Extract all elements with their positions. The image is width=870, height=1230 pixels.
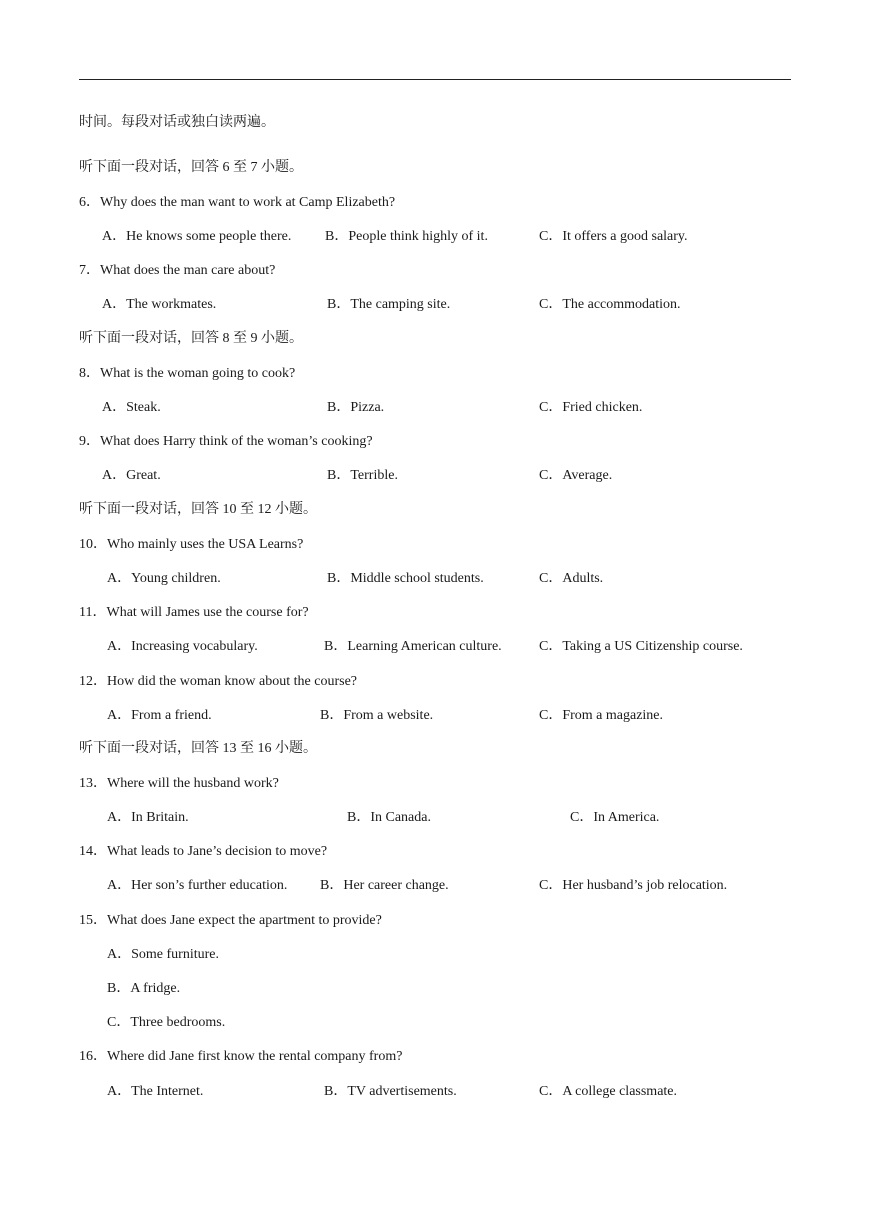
question-stem-7: 7．What does the man care about?	[79, 263, 276, 278]
header-rule	[79, 79, 791, 80]
q10-option-b[interactable]: B．Middle school students.	[327, 571, 484, 586]
q13-option-a[interactable]: A．In Britain.	[107, 810, 189, 825]
q10-option-a[interactable]: A．Young children.	[107, 571, 221, 586]
q10-option-c[interactable]: C．Adults.	[539, 571, 604, 586]
intro-text: 时间。每段对话或独白读两遍。	[79, 115, 275, 130]
q11-option-b[interactable]: B．Learning American culture.	[324, 639, 502, 654]
question-stem-9: 9．What does Harry think of the woman’s cooking?	[79, 434, 373, 449]
q14-option-b[interactable]: B．Her career change.	[320, 878, 449, 893]
q14-option-a[interactable]: A．Her son’s further education.	[107, 878, 288, 893]
q16-option-a[interactable]: A．The Internet.	[107, 1084, 204, 1099]
section-instruction: 听下面一段对话，回答 13 至 16 小题。	[79, 741, 317, 756]
q9-option-b[interactable]: B．Terrible.	[327, 468, 398, 483]
question-stem-15: 15．What does Jane expect the apartment to provide?	[79, 913, 382, 928]
q7-option-c[interactable]: C．The accommodation.	[539, 297, 681, 312]
q12-option-b[interactable]: B．From a website.	[320, 708, 434, 723]
q15-option-a[interactable]: A．Some furniture.	[107, 947, 219, 962]
q11-option-c[interactable]: C．Taking a US Citizenship course.	[539, 639, 743, 654]
section-instruction: 听下面一段对话，回答 10 至 12 小题。	[79, 502, 317, 517]
q6-option-c[interactable]: C．It offers a good salary.	[539, 229, 688, 244]
q12-option-c[interactable]: C．From a magazine.	[539, 708, 664, 723]
question-stem-12: 12．How did the woman know about the course?	[79, 674, 357, 689]
q13-option-c[interactable]: C．In America.	[570, 810, 660, 825]
section-instruction: 听下面一段对话，回答 6 至 7 小题。	[79, 160, 303, 175]
q8-option-c[interactable]: C．Fried chicken.	[539, 400, 643, 415]
q11-option-a[interactable]: A．Increasing vocabulary.	[107, 639, 258, 654]
q6-option-a[interactable]: A．He knows some people there.	[102, 229, 292, 244]
q12-option-a[interactable]: A．From a friend.	[107, 708, 212, 723]
q8-option-b[interactable]: B．Pizza.	[327, 400, 385, 415]
question-stem-6: 6．Why does the man want to work at Camp Elizabeth?	[79, 195, 396, 210]
section-instruction: 听下面一段对话，回答 8 至 9 小题。	[79, 331, 303, 346]
q15-option-c[interactable]: C．Three bedrooms.	[107, 1015, 226, 1030]
q16-option-b[interactable]: B．TV advertisements.	[324, 1084, 457, 1099]
q6-option-b[interactable]: B．People think highly of it.	[325, 229, 488, 244]
question-stem-14: 14．What leads to Jane’s decision to move?	[79, 844, 328, 859]
q9-option-a[interactable]: A．Great.	[102, 468, 161, 483]
q8-option-a[interactable]: A．Steak.	[102, 400, 161, 415]
q7-option-b[interactable]: B．The camping site.	[327, 297, 451, 312]
question-stem-11: 11．What will James use the course for?	[79, 605, 309, 620]
q16-option-c[interactable]: C．A college classmate.	[539, 1084, 678, 1099]
question-stem-13: 13．Where will the husband work?	[79, 776, 279, 791]
q15-option-b[interactable]: B．A fridge.	[107, 981, 181, 996]
question-stem-10: 10．Who mainly uses the USA Learns?	[79, 537, 304, 552]
question-stem-8: 8．What is the woman going to cook?	[79, 366, 296, 381]
q14-option-c[interactable]: C．Her husband’s job relocation.	[539, 878, 728, 893]
q9-option-c[interactable]: C．Average.	[539, 468, 613, 483]
question-stem-16: 16．Where did Jane first know the rental company from?	[79, 1049, 403, 1064]
q13-option-b[interactable]: B．In Canada.	[347, 810, 431, 825]
q7-option-a[interactable]: A．The workmates.	[102, 297, 217, 312]
